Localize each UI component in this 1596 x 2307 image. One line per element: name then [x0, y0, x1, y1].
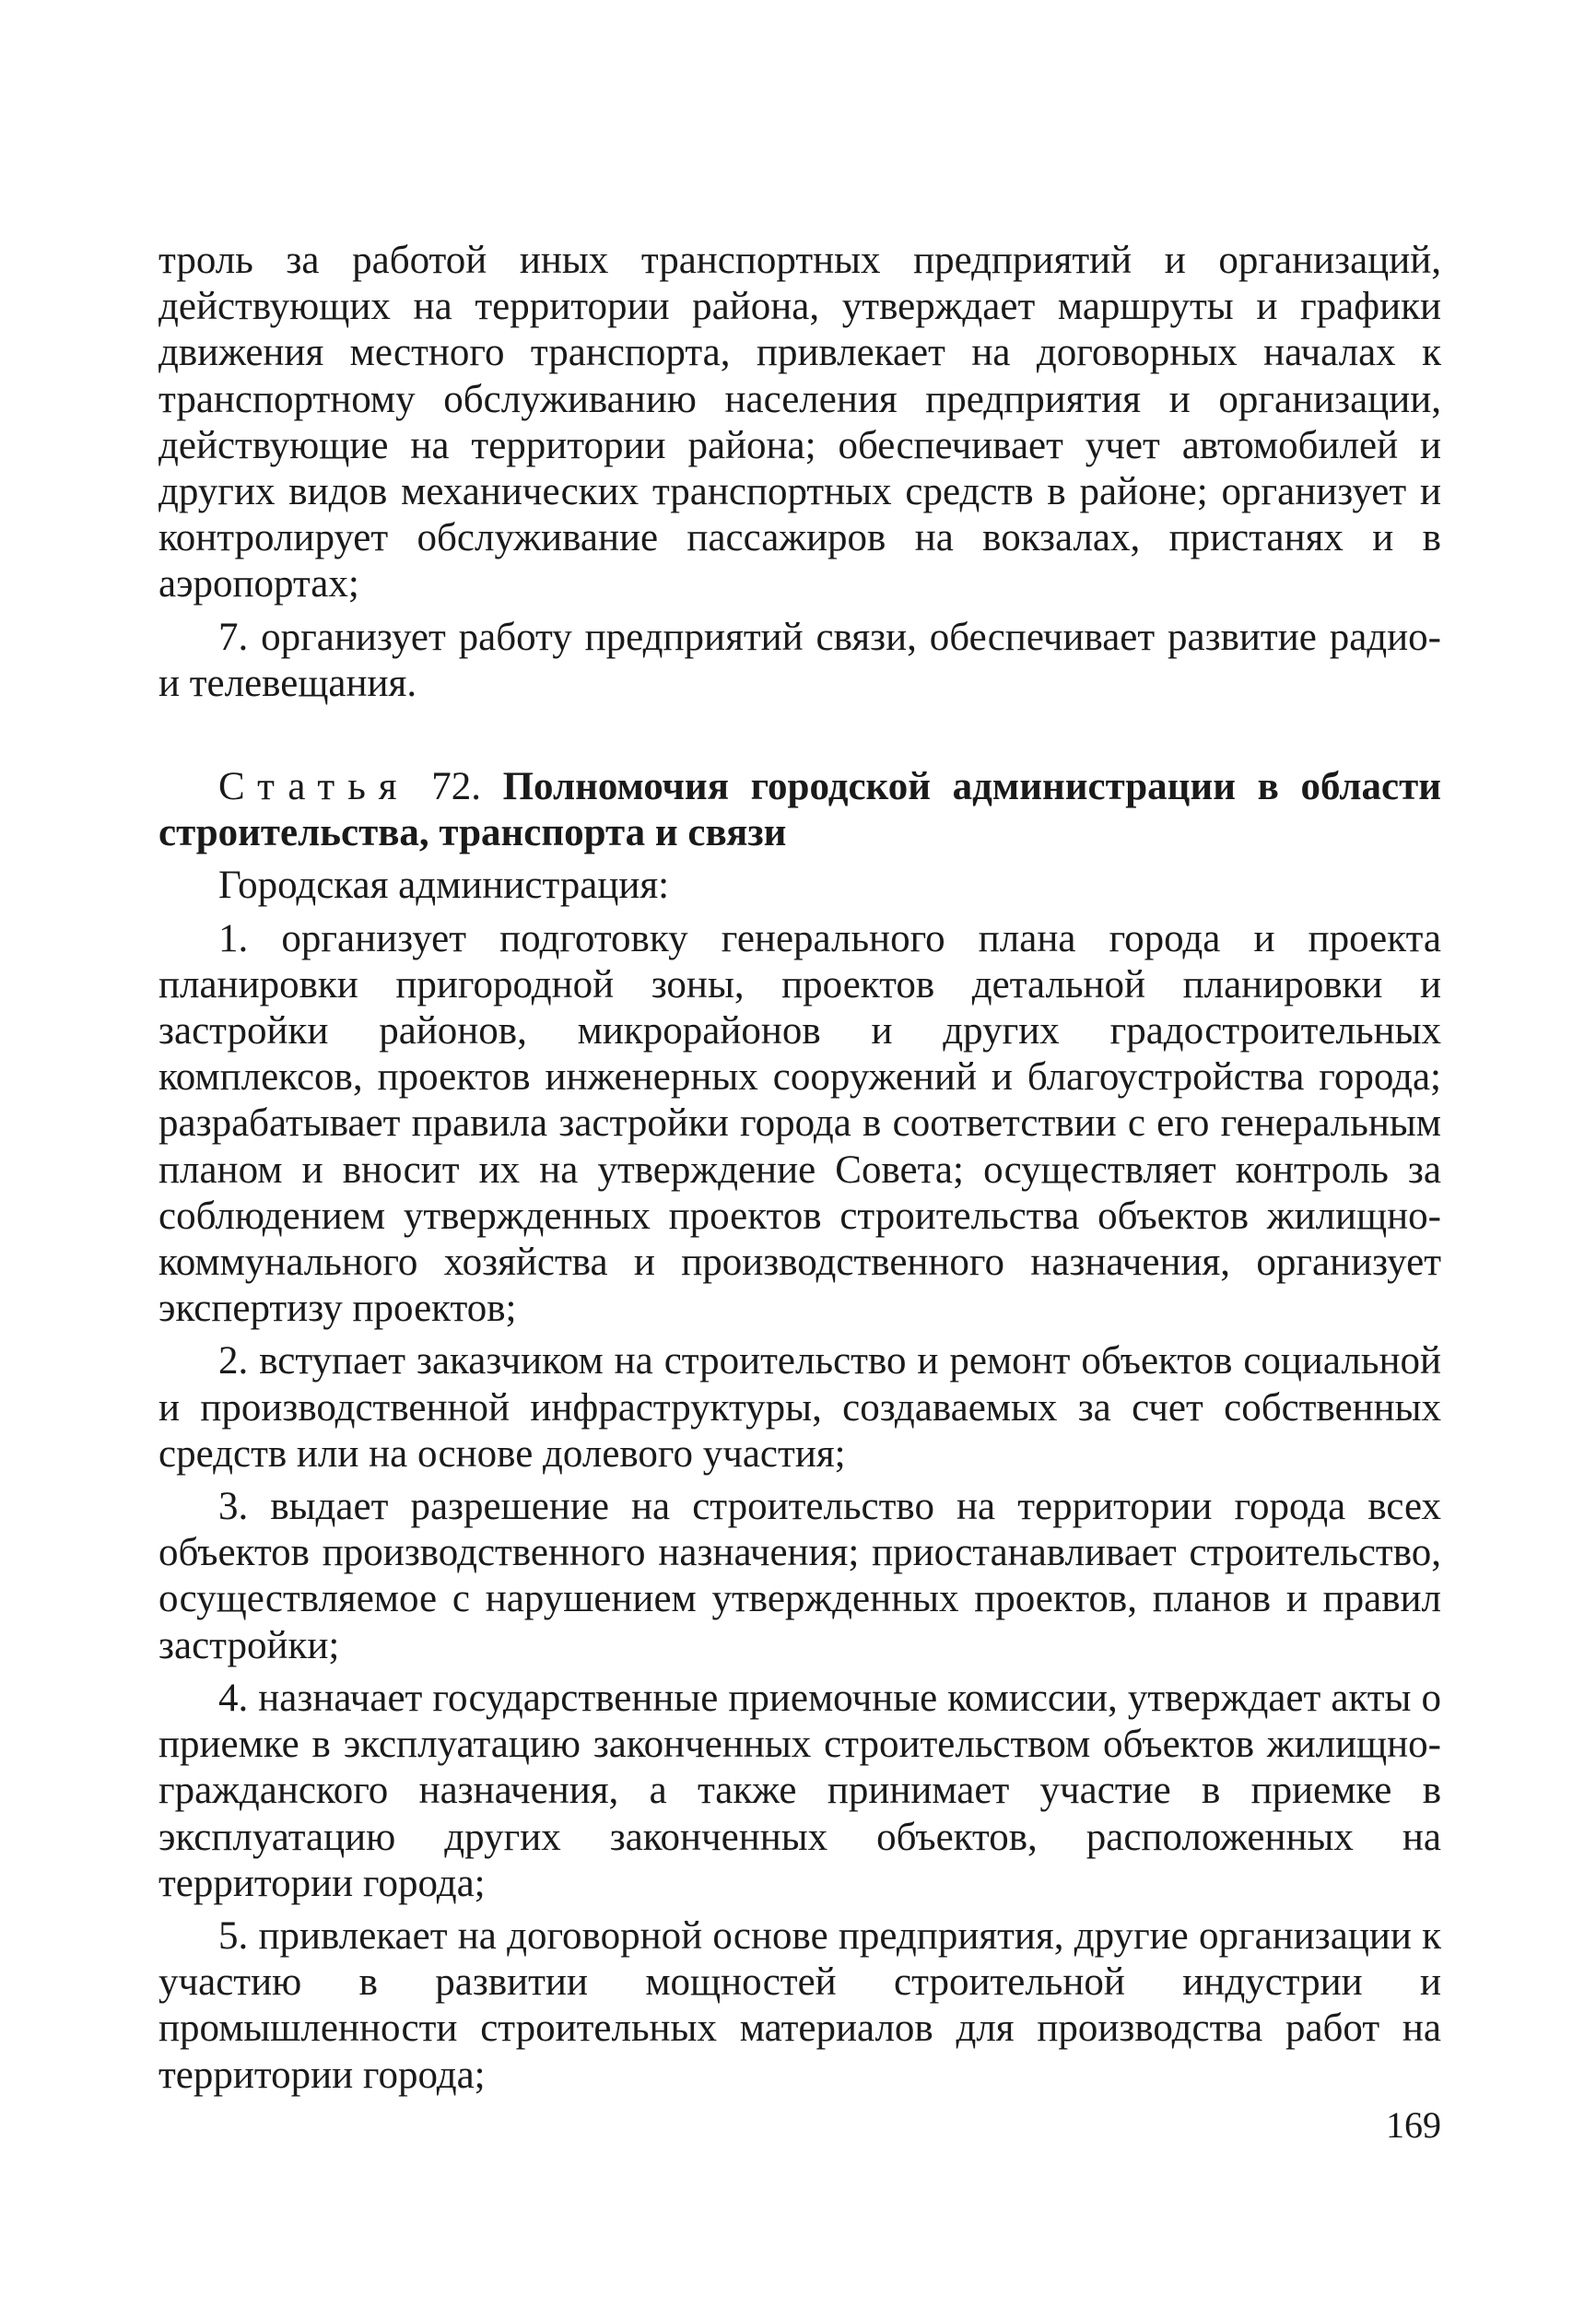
- article-intro: Городская администрация:: [218, 864, 670, 908]
- list-item-7: 7. организует работу предприятий связи, обеспечивает развитие радио- и телевещания.: [158, 615, 1441, 705]
- paragraph-continued: троль за работой иных транспортных предприятий и организаций, действующих на территории района, утверждает маршруты и графики движения местного транспорта, привлекает на договорных началах к транспортному обслуживанию населения предприятия и организации, действующие на территории района; обеспечивает учет автомобилей и других видов механических транспортных средств в районе; организует и контролирует обслуживание пассажиров на вокзалах, пристанях и в аэропортах;: [158, 239, 1441, 606]
- list-item: 4. назначает государственные приемочные комиссии, утверждает акты о приемке в эксплуатацию законченных строительством объектов жилищно-гражданского назначения, а также принимает участие в приемке в эксплуатацию других законченных объектов, расположенных на территории города;: [158, 1676, 1441, 1905]
- article-label: Статья: [218, 765, 410, 809]
- page-number: 169: [1386, 2104, 1441, 2146]
- list-item: 5. привлекает на договорной основе предприятия, другие организации к участию в развитии мощностей строительной индустрии и промышленности строительных материалов для производства работ на территории города;: [158, 1913, 1441, 2097]
- article-heading: [158, 764, 1441, 856]
- list-item: 2. вступает заказчиком на строительство и ремонт объектов социальной и производственной инфраструктуры, создаваемых за счет собственных средств или на основе долевого участия;: [158, 1339, 1441, 1476]
- page-body: [158, 238, 1441, 2099]
- list-item: 3. выдает разрешение на строительство на территории города всех объектов производственного назначения; приостанавливает строительство, осуществляемое с нарушением утвержденных проектов, планов и правил застройки;: [158, 1485, 1441, 1667]
- list-item: 1. организует подготовку генерального плана города и проекта планировки пригородной зоны, проектов детальной планировки и застройки районов, микрорайонов и других градостроительных комплексов, проектов инженерных сооружений и благоустройства города; разрабатывает правила застройки города в соответствии с его генеральным планом и вносит их на утверждение Совета; осуществляет контроль за соблюдением утвержденных проектов строительства объектов жилищно-коммунального хозяйства и производственного назначения, организует экспертизу проектов;: [158, 916, 1441, 1331]
- article-number: 72.: [431, 765, 481, 809]
- article-title: Полномочия городской администрации в области строительства, транспорта и связи: [158, 765, 1441, 855]
